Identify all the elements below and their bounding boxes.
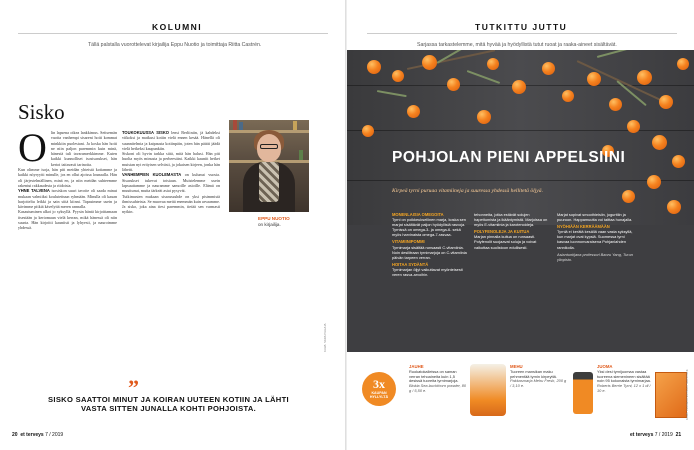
berry (637, 70, 652, 85)
paragraph: Tutkimusten mukaan sisarussuhde on yksi pisimmistä ihmissuhteista. Se muovaa meitä enemmän kuin arvaamme. Ja sisko, joka aina tiesi paremmin, tietää sen varmasti nytkin. (122, 193, 220, 215)
berry (422, 55, 437, 70)
product-item (597, 365, 653, 394)
paragraph: lin lapsena oikea lankkimus. Seitsemän vuotta vanhempi sisareni hoiti kommat minkkiin puolestani. Ja koska hän hoiti ne niin paljon paremmin kuin minä, hänestä tuli tavaramerkkimme. Kuten kaikki kunnolliset isosisarukset, hän kertoi taitavasti tarinoita. (50, 130, 117, 167)
berry (672, 155, 685, 168)
paragraph: Kun olimme isoja, hän piti meidän yhteistä kotiamme ja kaikki nöyryytti minulle, jos en ollut ajoissa lounaalla. Hän oli järjestelmällinen, minä en, ja niin meidän suhteemme rakentui rakkaudesta ja riidoista. (18, 167, 117, 188)
berry (609, 98, 622, 111)
column-1 (18, 130, 117, 410)
section-heading: KOLUMNI (152, 22, 203, 32)
berry (512, 80, 526, 94)
berry (407, 105, 420, 118)
paragraph: Marjat sopivat smoothieisiin, jogurttiin ja puuroon. Happamuutta voi taittaa hunajalla. (557, 212, 633, 223)
juice-bag-image (470, 364, 506, 416)
berry (647, 175, 661, 189)
hero-lede: Kirpeä tyrni puruaa vitamiineja ja suuressa yhdessä hellitetä öljyä. (392, 188, 543, 194)
shelf-badge (362, 372, 396, 406)
portrait-caption (258, 216, 290, 228)
product-credit: Roberts Berrie Tyrni, 12 x 1 dl / 10 e. (597, 383, 651, 393)
product-credit: Pakkasmarja Mehu Fresh, 200 g / 3,10 e. (510, 378, 567, 389)
photo-credit: KUVA: CERNEJOVIC/SHUTTERSTOCK (685, 369, 689, 420)
left-page (0, 0, 345, 450)
article-title: Sisko (18, 100, 65, 124)
folio-right (630, 432, 681, 438)
glasses (260, 144, 278, 149)
berry (562, 90, 574, 102)
wood-plank-seam (347, 130, 694, 131)
section-subtitle: Tällä palstalla vuorottelevat kirjailija Eppu Nuotio ja toimittaja Riitta Castrén. (88, 42, 262, 48)
magazine-name: et terveys (630, 432, 654, 438)
paragraph: Kasautuminen alkoi jo syksyllä. Pyysin häntä kirjoittamaan itsestään ja kertomaan vielä kerran, mikä hänessä oli niin suurta. Hän kirjoitti kauniisti ja lyhyesti, ja nauroimme yhdessä. (18, 209, 117, 231)
folio-left (12, 432, 63, 438)
paragraph: isosiskon suuri tavoite oli saada minut mukaan valmiiksi koulutettuun ryhmään. Minulla oli kauan harjoiteltu leikki ja sain siitä kiinni. Tapasimme usein ja kävimme pitkiä kävelyitä meren rannalla. (18, 188, 117, 210)
drink-bottle-image (573, 372, 593, 414)
section-heading: TUTKITTU JUTTU (475, 22, 568, 32)
berry (667, 200, 681, 214)
paragraph: Siskoni oli hyvin tarkka siitä, mitä hän halusi. Hän piti huolta myös minusta ja perheestäni. Kaikki kauniit hetket muistan nyt erityisen selvästi, ja jokaisen kirjeen, jonka hän lähetti. (122, 151, 220, 173)
subheading: TOUKOKUUSSA SISKO (122, 130, 169, 135)
pull-quote: SISKO SAATTOI MINUT JA KOIRAN UUTEEN KOTIIN JA LÄHTI VASTA SITTEN JUNALLA KOHTI POHJOISTA. (48, 395, 289, 413)
column-b (474, 212, 552, 352)
page-number: 21 (675, 432, 682, 438)
badge-number: 3x (373, 377, 385, 391)
page-number: 20 (12, 432, 18, 438)
badge-text: KAUPAN HYLLYLTÄ (369, 391, 389, 399)
berry (487, 58, 499, 70)
dropcap: O (18, 130, 47, 170)
product-desc: Ruokatokalleissa on saman verran tehoaineita kuin 1,5 desissä tuoreita tyrnimarjoja. (409, 368, 459, 384)
paragraph: Tyrniä ei kerätä kesällä vaan vasta syksyllä, kun marjat ovat kypsiä. Suomessa tyrni kasvaa luonnonvaraisena Pohjanlahden rannikolla. (557, 229, 633, 250)
expert-credit: Asiantuntijana professori Baoru Yang, Turun yliopisto. (557, 251, 633, 262)
berry (627, 120, 640, 133)
subheading: POLYFENOLEJA JA KUITUA (474, 229, 530, 235)
product-item (409, 365, 467, 394)
section-rule (18, 33, 328, 34)
berry (622, 190, 635, 203)
berry (392, 70, 404, 82)
product-name: MEHU (510, 364, 523, 369)
scarf (259, 162, 279, 202)
berry (659, 95, 673, 109)
quote-mark: ” (128, 375, 139, 400)
book (239, 122, 243, 130)
paragraph: Tyrnimarja sisältää runsaasti C-vitamiinia. Noin desilitraan tyrnimarjoja on C-vitamiinia päivän tarpeen verran. (392, 244, 467, 260)
photo-credit: KUVA: SARA PIHLAJA (323, 323, 327, 352)
berry (542, 62, 555, 75)
paragraph: Tyrnimarjan öljyt vaikuttavat myönteisesti veren rasva-arvoihin. (392, 266, 463, 278)
wood-plank-seam (347, 180, 694, 181)
berry (477, 110, 491, 124)
column-a (392, 212, 470, 352)
subheading: VANHEMPIEN KUOLEMASTA (122, 172, 182, 178)
leaf (597, 50, 641, 58)
section-rule (367, 33, 677, 34)
issue: 7 / 2019 (654, 432, 673, 438)
leaf (377, 90, 407, 97)
author-portrait (229, 120, 309, 212)
berry (677, 58, 689, 70)
product-item (510, 365, 568, 389)
products-strip (347, 352, 694, 434)
drink-box-image (655, 372, 687, 418)
subheading: YHNE TALVENA (18, 188, 50, 194)
product-desc: Yksi desi tyrnijuomaa vastaa tuoreena siemenineen sisältää noin 95 kokonaista tyrnimarjaa. (597, 368, 651, 384)
issue: 7 / 2019 (45, 432, 64, 438)
hero-title: POHJOLAN PIENI APPELSIINI (392, 149, 626, 166)
berry (367, 60, 381, 74)
product-name: JAUHE (409, 364, 424, 369)
section-subtitle: Sarjassa tarkastelemme, mitä hyvää ja hyödyllistä tutut ruoat ja raaka-aineet sisältävät. (417, 42, 617, 48)
berry (587, 72, 601, 86)
subheading: HOITAA SYDÄNTÄ (392, 261, 429, 267)
paragraph: tehonneita, jotka estävät solujen hapettumista ja ikääntymistä. Marjoissa on myös E-vitamiinia ja karotenoideja. (474, 212, 548, 228)
caption-text: on kirjailija. (258, 222, 281, 227)
right-page (347, 0, 694, 450)
paragraph: Marjan pinnalla kuitua on runsaasti. Polyfenolit suojaavat soluja ja voivat vaikuttaa suolistoon edullisesti. (474, 234, 537, 250)
book (299, 150, 303, 160)
berry (362, 125, 374, 137)
berry (652, 135, 667, 150)
magazine-name: et terveys (20, 432, 44, 438)
column-2 (122, 130, 220, 385)
product-credit: Biokia Sea-buckthorn powder, 80 g / 5,50 e. (409, 383, 467, 393)
paragraph: lensi Berliiniin, jä kahdeksi viikoksi ja matkusi kotiin vielä ennen kesää. Hänellä oli suunnitelmia ja kaipausta kotiinpäin, joten hän päätti jäädä vielä hetkeksi kaupunkiin. (122, 130, 220, 151)
berry (447, 78, 460, 91)
subheading: MONENLAISIA OMEGOITA (392, 212, 444, 217)
book (233, 120, 237, 130)
subheading: VITAMIINIPOMMI (392, 239, 425, 245)
product-name: JUOMA (597, 364, 613, 369)
subheading: NYÖHIÄÄN KERRÄÄMÄÄN (557, 224, 610, 230)
caption-name: EPPU NUOTIO (258, 216, 290, 221)
leaf (467, 70, 501, 84)
column-c (557, 212, 637, 352)
product-desc: Tuoreen mansikan maku pehmentää tyrnin kirpeyttä. (510, 368, 557, 379)
book (293, 121, 297, 130)
paragraph: Tyrni on poikkeuksellinen marja, koska sen marjat sisältävät paljon hyödyllisiä rasvoja. Tyrnissä on omega-3- ja omega-6- sekä myös harvinaista omega-7-rasvaa. (392, 217, 466, 238)
paragraph: on kulunut vuosia. Sisarukset tukevat toisiaan. Muistelemme usein lapsuuttamme ja nauramme samoille asioille. Elämä on muuttunut, mutta tärkeät asiat pysyvät. (122, 172, 220, 194)
